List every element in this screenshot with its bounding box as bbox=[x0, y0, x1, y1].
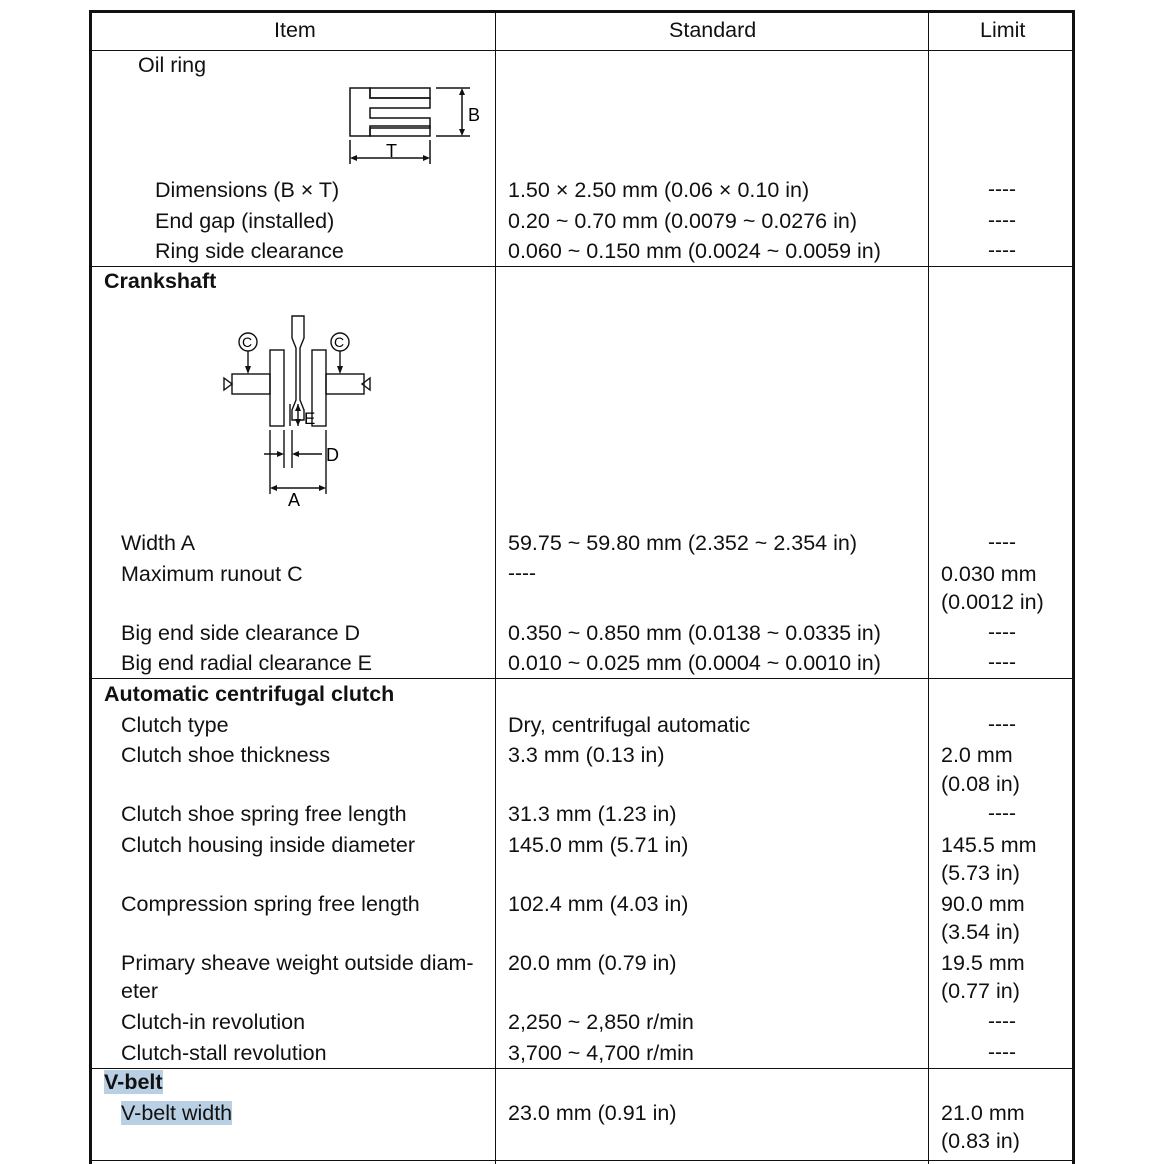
crankshaft-radialclear-item: Big end radial clearance E bbox=[121, 651, 372, 675]
diagram-label-a: A bbox=[288, 490, 301, 508]
clutch-shoe-thickness-item: Clutch shoe thickness bbox=[121, 743, 331, 767]
oil-ring-dimensions-item: Dimensions (B × T) bbox=[155, 178, 340, 202]
crankshaft-runout-limit-in: (0.0012 in) bbox=[941, 590, 1044, 614]
crankshaft-radialclear-standard: 0.010 ~ 0.025 mm (0.0004 ~ 0.0010 in) bbox=[508, 651, 881, 675]
crankshaft-radialclear-limit: ---- bbox=[988, 651, 1016, 674]
oil-ring-endgap-item: End gap (installed) bbox=[155, 209, 335, 233]
table-right-border bbox=[1072, 10, 1075, 1164]
diagram-label-t: T bbox=[386, 141, 397, 161]
clutch-title: Automatic centrifugal clutch bbox=[104, 682, 395, 706]
crankshaft-title: Crankshaft bbox=[104, 269, 217, 293]
vbelt-title[interactable]: V-belt bbox=[104, 1070, 163, 1094]
oil-ring-dimensions-limit: ---- bbox=[988, 178, 1016, 201]
diagram-label-c: C bbox=[334, 334, 345, 350]
header-standard: Standard bbox=[669, 18, 757, 42]
oil-ring-title: Oil ring bbox=[138, 53, 207, 77]
crankshaft-runout-standard: ---- bbox=[508, 562, 536, 585]
crankshaft-sideclear-standard: 0.350 ~ 0.850 mm (0.0138 ~ 0.0335 in) bbox=[508, 621, 881, 645]
diagram-label-b: B bbox=[468, 105, 481, 125]
crankshaft-width-item: Width A bbox=[121, 531, 196, 555]
crankshaft-sideclear-limit: ---- bbox=[988, 621, 1016, 644]
diagram-label-e: E bbox=[304, 409, 316, 428]
oil-ring-endgap-limit: ---- bbox=[988, 209, 1016, 232]
compression-spring-item: Compression spring free length bbox=[121, 892, 420, 916]
oil-ring-sideclear-standard: 0.060 ~ 0.150 mm (0.0024 ~ 0.0059 in) bbox=[508, 239, 881, 263]
clutch-housing-item: Clutch housing inside diameter bbox=[121, 833, 415, 857]
clutch-housing-limit-in: (5.73 in) bbox=[941, 861, 1020, 885]
column-divider bbox=[495, 10, 496, 1164]
crankshaft-width-limit: ---- bbox=[988, 531, 1016, 554]
clutch-type-limit: ---- bbox=[988, 713, 1016, 736]
clutch-housing-limit: 145.5 mm bbox=[941, 833, 1037, 857]
clutch-type-standard: Dry, centrifugal automatic bbox=[508, 713, 751, 737]
crankshaft-diagram bbox=[218, 308, 378, 508]
table-left-border bbox=[89, 10, 92, 1164]
clutch-spring-limit: ---- bbox=[988, 802, 1016, 825]
sheave-weight-item-cont: eter bbox=[121, 979, 159, 1003]
vbelt-width-standard: 23.0 mm (0.91 in) bbox=[508, 1101, 677, 1125]
clutch-spring-standard: 31.3 mm (1.23 in) bbox=[508, 802, 677, 826]
clutch-in-limit: ---- bbox=[988, 1010, 1016, 1033]
oil-ring-sideclear-item: Ring side clearance bbox=[155, 239, 344, 263]
clutch-in-item: Clutch-in revolution bbox=[121, 1010, 306, 1034]
clutch-spring-item: Clutch shoe spring free length bbox=[121, 802, 407, 826]
diagram-label-d: D bbox=[326, 445, 339, 465]
header-item: Item bbox=[274, 18, 316, 42]
crankshaft-runout-item: Maximum runout C bbox=[121, 562, 303, 586]
sheave-weight-limit-in: (0.77 in) bbox=[941, 979, 1020, 1003]
oil-ring-sideclear-limit: ---- bbox=[988, 239, 1016, 262]
sheave-weight-limit: 19.5 mm bbox=[941, 951, 1025, 975]
compression-spring-limit-in: (3.54 in) bbox=[941, 920, 1020, 944]
vbelt-width-item[interactable]: V-belt width bbox=[121, 1101, 233, 1125]
compression-spring-standard: 102.4 mm (4.03 in) bbox=[508, 892, 689, 916]
crankshaft-sideclear-item: Big end side clearance D bbox=[121, 621, 361, 645]
crankshaft-runout-limit: 0.030 mm bbox=[941, 562, 1037, 586]
vbelt-width-limit: 21.0 mm bbox=[941, 1101, 1025, 1125]
clutch-stall-standard: 3,700 ~ 4,700 r/min bbox=[508, 1041, 694, 1065]
oil-ring-endgap-standard: 0.20 ~ 0.70 mm (0.0079 ~ 0.0276 in) bbox=[508, 209, 858, 233]
clutch-type-item: Clutch type bbox=[121, 713, 229, 737]
clutch-in-standard: 2,250 ~ 2,850 r/min bbox=[508, 1010, 694, 1034]
crankshaft-width-standard: 59.75 ~ 59.80 mm (2.352 ~ 2.354 in) bbox=[508, 531, 858, 555]
clutch-shoe-thickness-limit: 2.0 mm bbox=[941, 743, 1013, 767]
clutch-shoe-thickness-limit-in: (0.08 in) bbox=[941, 772, 1020, 796]
sheave-weight-item: Primary sheave weight outside diam- bbox=[121, 951, 474, 975]
vbelt-width-limit-in: (0.83 in) bbox=[941, 1129, 1020, 1153]
clutch-stall-limit: ---- bbox=[988, 1041, 1016, 1064]
oil-ring-diagram bbox=[340, 80, 500, 170]
diagram-label-c: C bbox=[242, 334, 253, 350]
header-limit: Limit bbox=[980, 18, 1026, 42]
column-divider bbox=[928, 10, 929, 1164]
clutch-housing-standard: 145.0 mm (5.71 in) bbox=[508, 833, 689, 857]
clutch-stall-item: Clutch-stall revolution bbox=[121, 1041, 327, 1065]
oil-ring-dimensions-standard: 1.50 × 2.50 mm (0.06 × 0.10 in) bbox=[508, 178, 810, 202]
clutch-shoe-thickness-standard: 3.3 mm (0.13 in) bbox=[508, 743, 665, 767]
sheave-weight-standard: 20.0 mm (0.79 in) bbox=[508, 951, 677, 975]
compression-spring-limit: 90.0 mm bbox=[941, 892, 1025, 916]
